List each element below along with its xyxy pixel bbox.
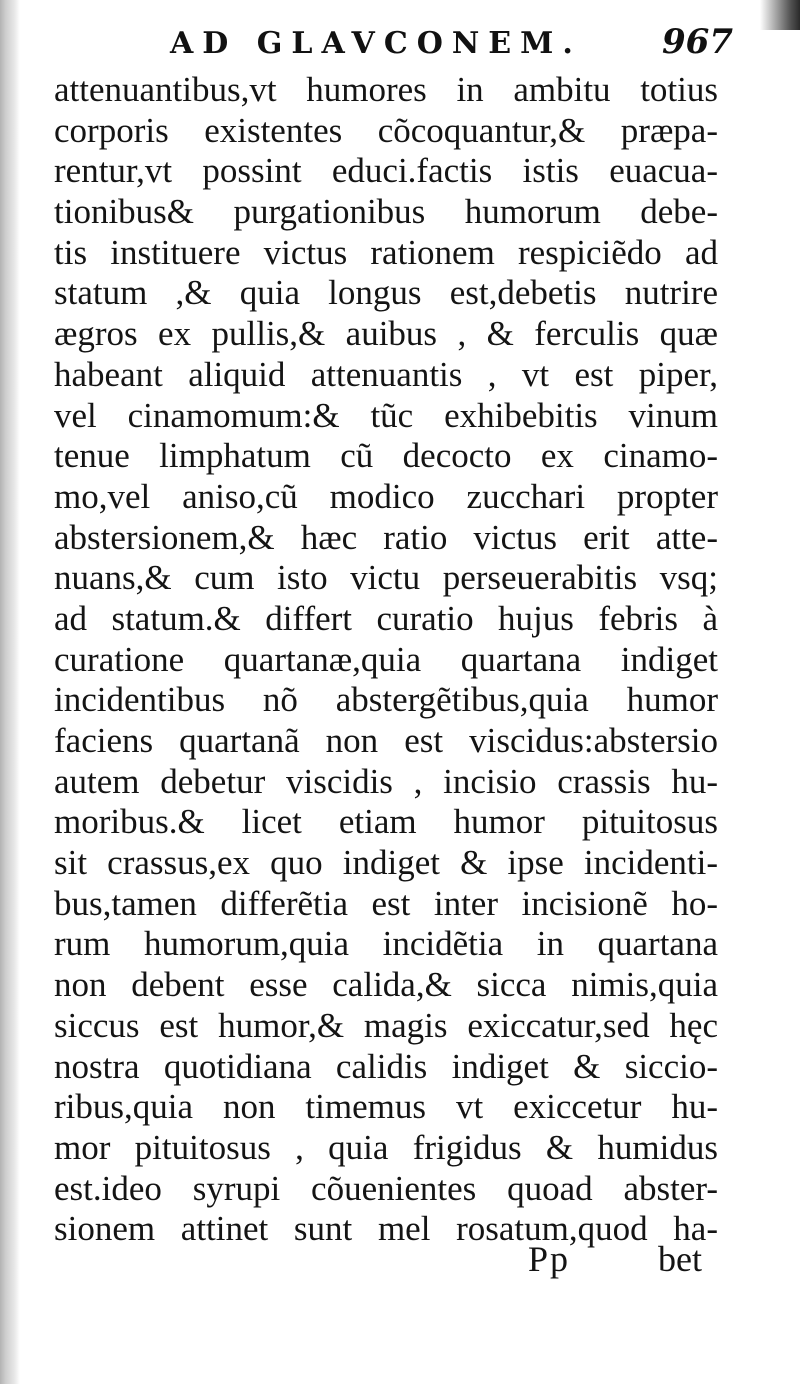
text-line: incidentibus nõ abstergẽtibus,quia humor [54, 680, 718, 720]
text-line: ægros ex pullis,& auibus , & ferculis quæ [54, 314, 718, 354]
text-line: abstersionem,& hæc ratio victus erit atte- [54, 517, 718, 557]
text-block [54, 70, 718, 1250]
text-line: autem debetur viscidis , incisio crassis hu- [54, 761, 718, 801]
text-line: rentur,vt possint educi.factis istis euacua- [54, 151, 718, 191]
text-line: ribus,quia non timemus vt exiccetur hu- [54, 1087, 718, 1127]
text-line: tenue limphatum cũ decocto ex cinamo- [54, 436, 718, 476]
page-footer [0, 1238, 800, 1288]
text-line: tis instituere victus rationem respiciẽdo ad [54, 232, 718, 272]
page-header [0, 20, 800, 70]
scan-binding-edge [0, 0, 20, 1384]
text-line: siccus est humor,& magis exiccatur,sed hęc [54, 1005, 718, 1045]
text-line: bus,tamen differẽtia est inter incisionẽ ho- [54, 883, 718, 923]
text-line: corporis existentes cõcoquantur,& præpa- [54, 110, 718, 150]
catchword: bet [658, 1239, 702, 1279]
text-line: est.ideo syrupi cõuenientes quoad abster- [54, 1168, 718, 1208]
text-line: mo,vel aniso,cũ modico zucchari propter [54, 476, 718, 516]
text-line: nuans,& cum isto victu perseuerabitis vsq; [54, 558, 718, 598]
text-line: sionem attinet sunt mel rosatum,quod ha- [54, 1209, 718, 1249]
text-line: rum humorum,quia incidẽtia in quartana [54, 924, 718, 964]
text-line: ad statum.& differt curatio hujus febris à [54, 598, 718, 638]
text-line: nostra quotidiana calidis indiget & siccio- [54, 1046, 718, 1086]
text-line: faciens quartanã non est viscidus:abstersio [54, 721, 718, 760]
text-line: non debent esse calida,& sicca nimis,quia [54, 965, 718, 1005]
text-line: curatione quartanæ,quia quartana indiget [54, 639, 718, 679]
text-line: tionibus& purgationibus humorum debe- [54, 192, 718, 232]
page-number: 967 [662, 22, 733, 62]
signature-mark: Pp [528, 1239, 571, 1279]
text-line: moribus.& licet etiam humor pituitosus [54, 802, 718, 842]
text-line: sit crassus,ex quo indiget & ipse incidenti- [54, 843, 718, 883]
text-line: mor pituitosus , quia frigidus & humidus [54, 1127, 718, 1167]
text-line: statum ,& quia longus est,debetis nutrire [54, 273, 718, 313]
running-head: AD GLAVCONEM. [170, 26, 582, 61]
text-line: attenuantibus,vt humores in ambitu totius [54, 70, 718, 109]
text-line: vel cinamomum:& tũc exhibebitis vinum [54, 395, 718, 435]
text-line: habeant aliquid attenuantis , vt est piper, [54, 354, 718, 394]
